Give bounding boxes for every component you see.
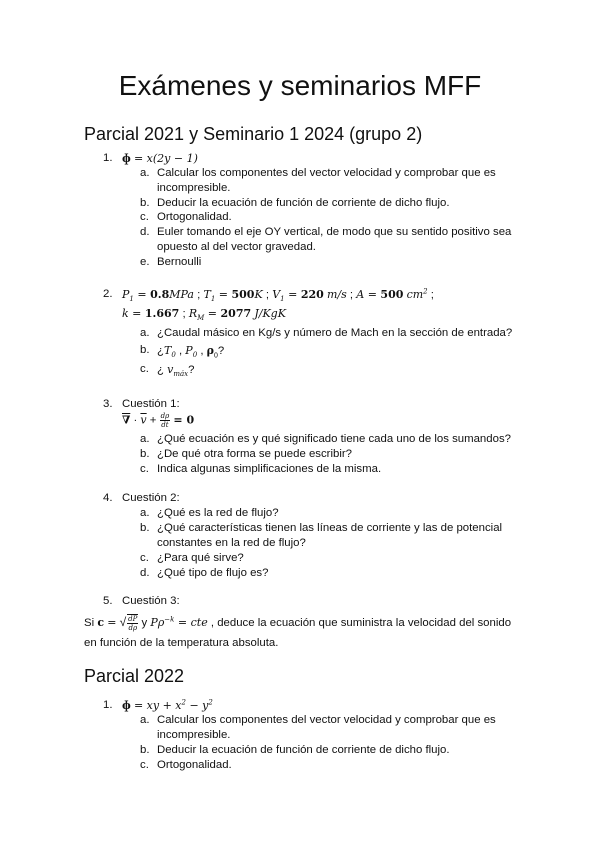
item-letter: a.	[140, 327, 150, 339]
question-number: 4.	[103, 492, 113, 504]
item-text: ¿Caudal másico en Kg/s y número de Mach en la sección de entrada?	[157, 327, 513, 339]
para-suffix: , deduce la ecuación que suministra la velocidad del sonido	[210, 617, 512, 630]
document-title: Exámenes y seminarios MFF	[118, 70, 482, 101]
question-number: 1.	[103, 699, 113, 711]
item-letter: a.	[140, 714, 150, 726]
item-text: incompresible.	[157, 729, 231, 741]
formula-conditions-line2: k = 1.667 ; $R_M = 2077$ J/KgK	[122, 307, 286, 323]
item-text-vmax: ¿ $v_{máx}$?	[157, 363, 195, 379]
item-letter: a.	[140, 167, 150, 179]
question-number: 2.	[103, 288, 113, 300]
item-text: opuesto al del vector gravedad.	[157, 241, 316, 253]
item-letter: c.	[140, 759, 149, 771]
item-letter: e.	[140, 256, 150, 268]
paragraph-sound-speed-line2: en función de la temperatura absoluta.	[84, 637, 279, 649]
item-text: ¿Qué tipo de flujo es?	[157, 567, 269, 579]
item-text: Calcular los componentes del vector velocidad y comprobar que es	[157, 714, 496, 726]
question-number: 5.	[103, 595, 113, 607]
item-letter: c.	[140, 211, 149, 223]
question-label: Cuestión 1:	[122, 398, 180, 410]
formula-conditions-line1: $P_1 = 0.8MPa$ ; $T_1 = 500K$ ; $V_1 = 220$ m/s ; A = 500 $cm^2$ ;	[122, 287, 434, 304]
item-letter: c.	[140, 463, 149, 475]
item-letter: b.	[140, 344, 150, 356]
item-text: ¿Para qué sirve?	[157, 552, 244, 564]
formula-phi-2022: ɸ = xy + $x^2 - y^2$	[122, 698, 213, 712]
item-text: Deducir la ecuación de función de corriente de dicho flujo.	[157, 744, 450, 756]
item-text: Ortogonalidad.	[157, 211, 232, 223]
item-text: Bernoulli	[157, 256, 202, 268]
item-text: constantes en la red de flujo?	[157, 537, 306, 549]
item-letter: b.	[140, 197, 150, 209]
item-letter: d.	[140, 226, 150, 238]
paragraph-sound-speed-line1: Si c = √ $\frac{dP}{d\rho}$ y $P\rho^{-k}$ = cte , deduce la ecuación que suministra la velocidad del sonido	[84, 615, 512, 632]
item-text: ¿Qué es la red de flujo?	[157, 507, 279, 519]
item-text: incompresible.	[157, 182, 231, 194]
para-prefix: Si	[84, 617, 95, 630]
item-letter: b.	[140, 522, 150, 534]
item-letter: c.	[140, 363, 149, 375]
item-text: ¿Qué características tienen las líneas de corriente y las de potencial	[157, 522, 503, 534]
item-text: Calcular los componentes del vector velocidad y comprobar que es	[157, 167, 496, 179]
question-label: Cuestión 3:	[122, 595, 180, 607]
item-letter: c.	[140, 552, 149, 564]
item-text: ¿De qué otra forma se puede escribir?	[157, 448, 353, 460]
item-letter: a.	[140, 507, 150, 519]
item-letter: a.	[140, 433, 150, 445]
item-text: Ortogonalidad.	[157, 759, 232, 771]
question-number: 3.	[103, 398, 113, 410]
item-text: Deducir la ecuación de función de corriente de dicho flujo.	[157, 197, 450, 209]
formula-phi: ɸ = x(2y − 1)	[122, 152, 198, 165]
item-letter: b.	[140, 448, 150, 460]
item-text: Euler tomando el eje OY vertical, de modo que su sentido positivo sea	[157, 226, 512, 238]
item-letter: b.	[140, 744, 150, 756]
item-text: Indica algunas simplificaciones de la misma.	[157, 463, 382, 475]
section-heading-parcial-2021: Parcial 2021 y Seminario 1 2024 (grupo 2)	[84, 124, 423, 144]
item-text-stagnation: ¿$T_0$ , $P_0$ , $\rho_0$?	[157, 344, 225, 360]
formula-continuity: ∇ · $\overline{v}$ + $\frac{d\rho}{dt}$ = 0	[122, 412, 195, 429]
item-letter: d.	[140, 567, 150, 579]
item-text: ¿Qué ecuación es y qué significado tiene cada uno de los sumandos?	[157, 433, 511, 445]
para-mid: y	[141, 617, 148, 630]
section-heading-parcial-2022: Parcial 2022	[84, 666, 185, 686]
question-label: Cuestión 2:	[122, 492, 180, 504]
question-number: 1.	[103, 152, 113, 164]
